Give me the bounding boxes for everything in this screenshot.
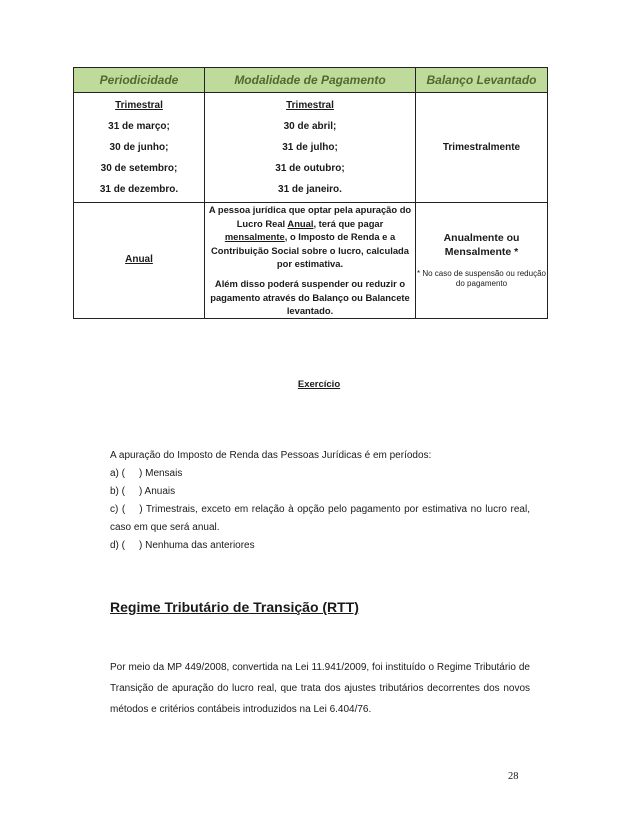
anual-modalidade-cell: [205, 203, 416, 319]
table-header-row: [74, 68, 548, 93]
periodicidade-date: 30 de junho;: [109, 142, 169, 153]
anual-balanco-main: Anualmente ou Mensalmente *: [443, 232, 520, 259]
modalidade-date: 31 de outubro;: [275, 163, 345, 174]
modalidade-text: A pessoa jurídica que optar pela apuração do Lucro Real: [208, 204, 412, 229]
option-text: ) Anuais: [139, 486, 176, 497]
rtt-paragraph: Por meio da MP 449/2008, convertida na Lei 11.941/2009, foi instituído o Regime Tributário de Transição de apuração do lucro real, que trata dos ajustes tributários decorrentes dos novos métodos e critérios contábeis introduzidos na Lei 6.404/76.: [110, 662, 530, 715]
modalidade-text: , o Imposto de Renda e a Contribuição Social sobre o lucro, calculada por estimativa.: [211, 231, 409, 270]
exercise-option-a: [110, 465, 530, 483]
table-row-trimestral: [74, 93, 548, 203]
trimestral-modalidade-cell: [205, 93, 416, 203]
anual-modalidade-paragraph-2: Além disso poderá suspender ou reduzir o pagamento através do Balanço ou Balancete levantado.: [210, 277, 410, 317]
exercise-question-block: [110, 447, 530, 555]
modalidade-date: 31 de janeiro.: [278, 184, 342, 195]
periodicidade-date: 31 de dezembro.: [99, 184, 179, 195]
exercise-question: A apuração do Imposto de Renda das Pessoas Jurídicas é em períodos:: [110, 450, 432, 461]
anual-balanco-cell: [416, 203, 548, 319]
periodicidade-date: 31 de março;: [108, 121, 170, 132]
trimestral-periodicidade-cell: [74, 93, 205, 203]
periodicidade-date: 30 de setembro;: [100, 163, 178, 174]
anual-modalidade-paragraph-1: [205, 203, 415, 271]
modalidade-date: 31 de julho;: [282, 142, 338, 153]
option-text: ) Nenhuma das anteriores: [139, 540, 255, 551]
option-label: d) (: [110, 540, 125, 551]
modalidade-date: 30 de abril;: [283, 121, 337, 132]
header-modalidade: Modalidade de Pagamento: [205, 68, 416, 93]
anual-periodicidade-cell: Anual: [74, 203, 205, 319]
modalidade-mensalmente-underlined: mensalmente: [224, 231, 285, 243]
modalidade-anual-underlined: Anual: [287, 217, 314, 229]
rtt-heading: Regime Tributário de Transição (RTT): [110, 599, 359, 615]
exercise-title: Exercício: [297, 379, 341, 390]
header-periodicidade: Periodicidade: [74, 68, 205, 93]
option-text: ) Mensais: [139, 468, 183, 479]
exercise-option-b: [110, 483, 530, 501]
exercise-option-d: [110, 537, 530, 555]
header-balanco: Balanço Levantado: [416, 68, 548, 93]
option-label: b) (: [110, 486, 125, 497]
option-text: ) Trimestrais, exceto em relação à opção pelo pagamento por estimativa no lucro real, caso em que será anual.: [110, 504, 530, 533]
option-label: c) (: [110, 504, 126, 515]
option-label: a) (: [110, 468, 125, 479]
tax-periodicity-table: [73, 67, 548, 319]
page-number: 28: [508, 771, 519, 782]
trimestral-periodicidade-title: Trimestral: [115, 100, 163, 111]
modalidade-text: , terá que pagar: [313, 217, 384, 229]
exercise-option-c: [110, 501, 530, 537]
trimestral-modalidade-title: Trimestral: [286, 100, 334, 111]
anual-balanco-note: * No caso de suspensão ou redução do pagamento: [417, 269, 546, 289]
table-row-anual: [74, 203, 548, 319]
trimestral-balanco-cell: Trimestralmente: [416, 93, 548, 203]
